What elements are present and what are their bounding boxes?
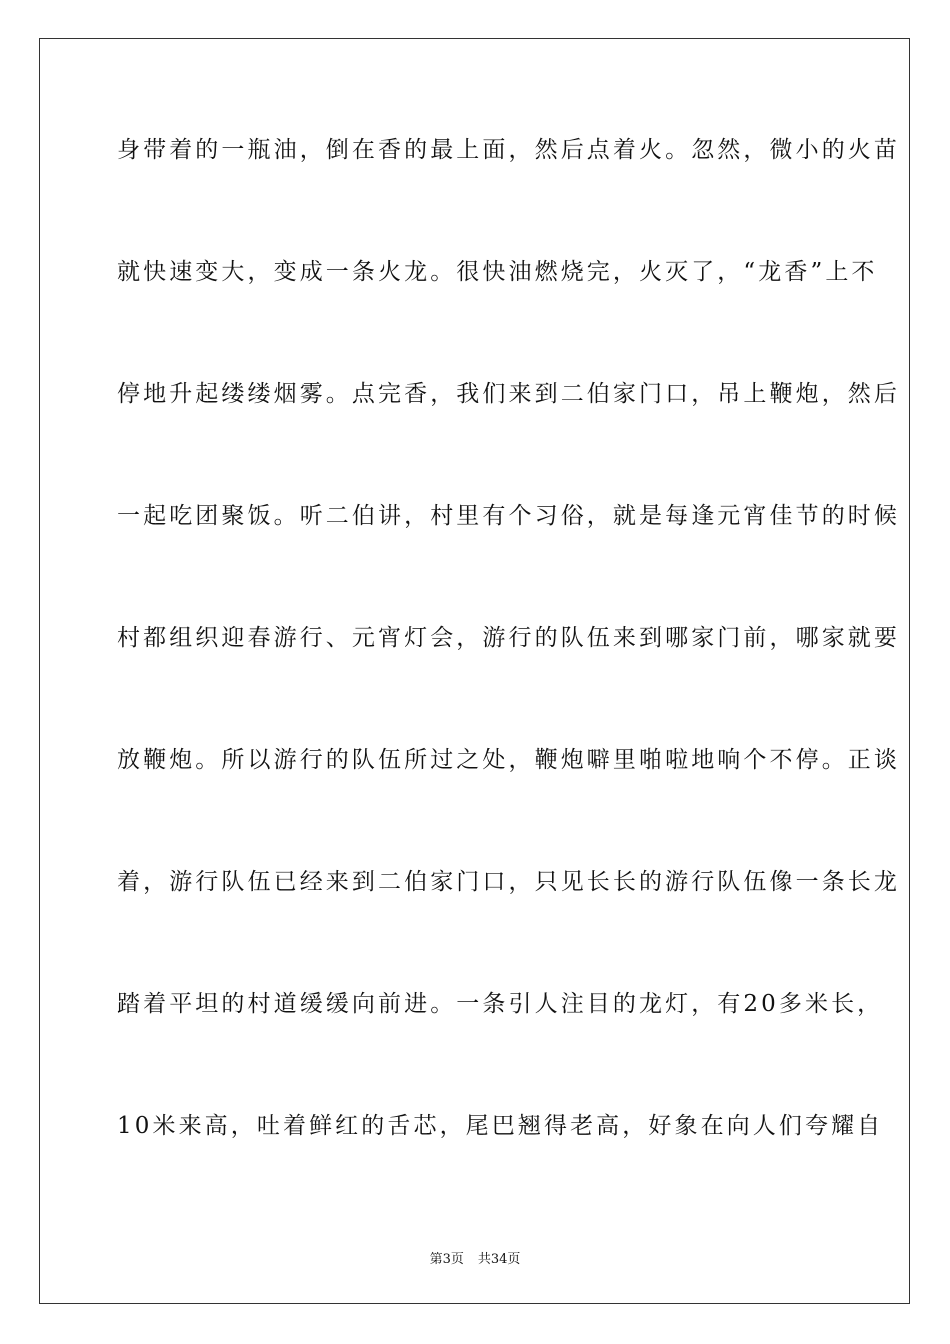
text-line: 身带着的一瓶油，倒在香的最上面，然后点着火。忽然，微小的火苗	[117, 137, 900, 163]
text-line: 放鞭炮。所以游行的队伍所过之处，鞭炮噼里啪啦地响个不停。正谈	[117, 747, 900, 773]
text-line: 10米来高，吐着鲜红的舌芯，尾巴翘得老高，好象在向人们夸耀自	[117, 1113, 884, 1139]
text-line: 停地升起缕缕烟雾。点完香，我们来到二伯家门口，吊上鞭炮，然后	[117, 381, 900, 407]
text-line: 着，游行队伍已经来到二伯家门口，只见长长的游行队伍像一条长龙	[117, 869, 900, 895]
page-total: 共34页	[477, 1252, 521, 1267]
page-footer	[0, 1248, 950, 1267]
page-number: 第3页	[429, 1252, 464, 1267]
text-line: 一起吃团聚饭。听二伯讲，村里有个习俗，就是每逢元宵佳节的时候	[117, 503, 900, 529]
document-body	[117, 130, 900, 1228]
text-line: 村都组织迎春游行、元宵灯会，游行的队伍来到哪家门前，哪家就要	[117, 625, 900, 651]
text-line: 就快速变大，变成一条火龙。很快油燃烧完，火灭了，“龙香”上不	[117, 259, 878, 285]
text-line: 踏着平坦的村道缓缓向前进。一条引人注目的龙灯，有20多米长，	[117, 991, 884, 1017]
